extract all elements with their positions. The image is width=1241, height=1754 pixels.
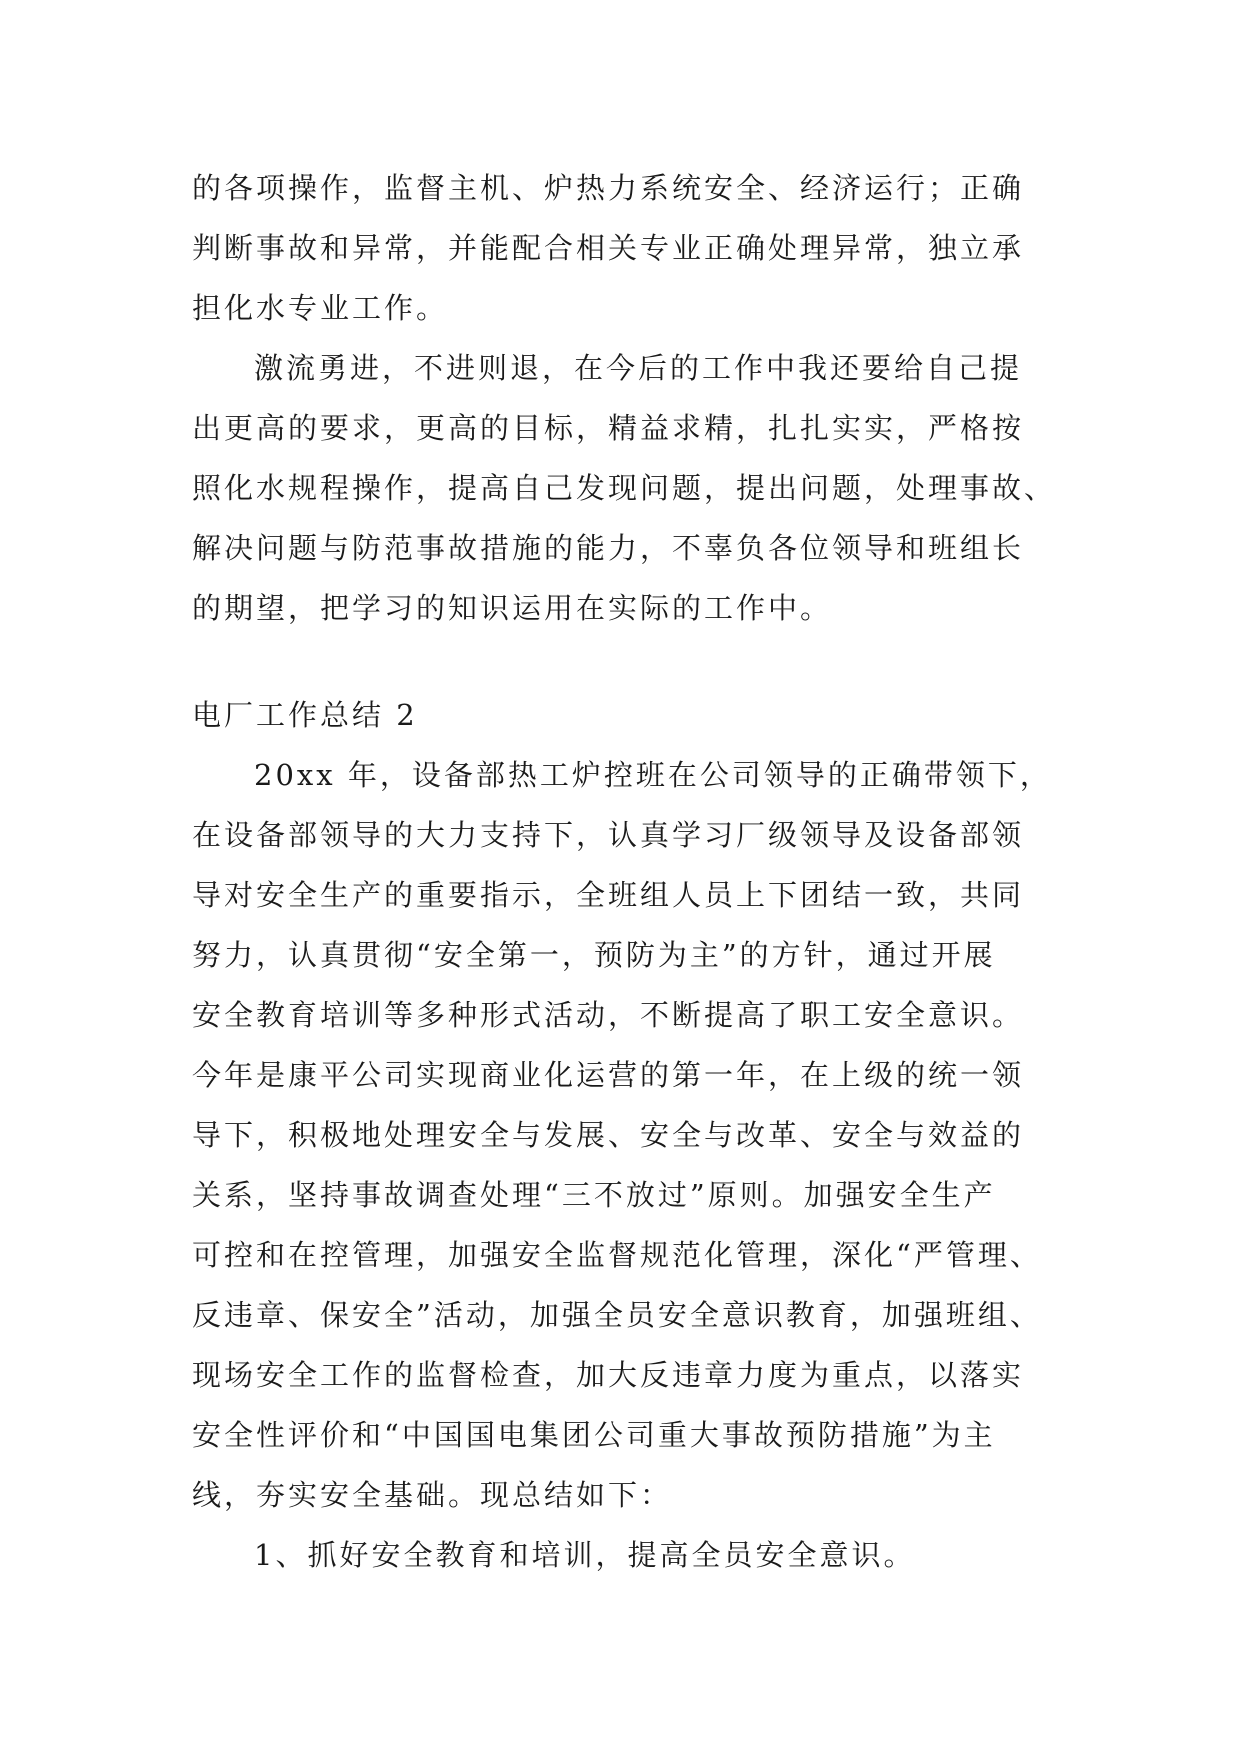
paragraph-line: 关系，坚持事故调查处理“三不放过”原则。加强安全生产 — [192, 1178, 996, 1212]
paragraph-line: 线，夯实安全基础。现总结如下： — [192, 1478, 673, 1512]
list-item: 1、抓好安全教育和培训，提高全员安全意识。 — [254, 1538, 916, 1572]
paragraph-line: 出更高的要求，更高的目标，精益求精，扎扎实实，严格按 — [192, 411, 1025, 445]
paragraph-line: 今年是康平公司实现商业化运营的第一年，在上级的统一领 — [192, 1058, 1025, 1092]
paragraph-line: 现场安全工作的监督检查，加大反违章力度为重点，以落实 — [192, 1358, 1025, 1392]
paragraph-line: 努力，认真贯彻“安全第一，预防为主”的方针，通过开展 — [192, 938, 996, 972]
paragraph-line: 导下，积极地处理安全与发展、安全与改革、安全与效益的 — [192, 1118, 1025, 1152]
section-2 — [192, 685, 1052, 1585]
paragraph-line: 反违章、保安全”活动，加强全员安全意识教育，加强班组、 — [192, 1298, 1042, 1332]
paragraph-line: 激流勇进，不进则退，在今后的工作中我还要给自己提 — [254, 351, 1023, 385]
section-1 — [192, 158, 1057, 638]
paragraph-line: 可控和在控管理，加强安全监督规范化管理，深化“严管理、 — [192, 1238, 1042, 1272]
paragraph-line: 安全教育培训等多种形式活动，不断提高了职工安全意识。 — [192, 998, 1025, 1032]
section-heading: 电厂工作总结 2 — [192, 698, 418, 732]
paragraph-line: 的各项操作，监督主机、炉热力系统安全、经济运行；正确 — [192, 171, 1025, 205]
paragraph-line: 担化水专业工作。 — [192, 291, 449, 325]
paragraph-line: 的期望，把学习的知识运用在实际的工作中。 — [192, 591, 833, 625]
paragraph-line: 解决问题与防范事故措施的能力，不辜负各位领导和班组长 — [192, 531, 1025, 565]
paragraph-line: 20xx 年，设备部热工炉控班在公司领导的正确带领下， — [254, 758, 1052, 792]
paragraph-line: 安全性评价和“中国国电集团公司重大事故预防措施”为主 — [192, 1418, 996, 1452]
paragraph-line: 导对安全生产的重要指示，全班组人员上下团结一致，共同 — [192, 878, 1025, 912]
paragraph-line: 在设备部领导的大力支持下，认真学习厂级领导及设备部领 — [192, 818, 1025, 852]
paragraph-line: 判断事故和异常，并能配合相关专业正确处理异常，独立承 — [192, 231, 1025, 265]
paragraph-line: 照化水规程操作，提高自己发现问题，提出问题，处理事故、 — [192, 471, 1057, 505]
